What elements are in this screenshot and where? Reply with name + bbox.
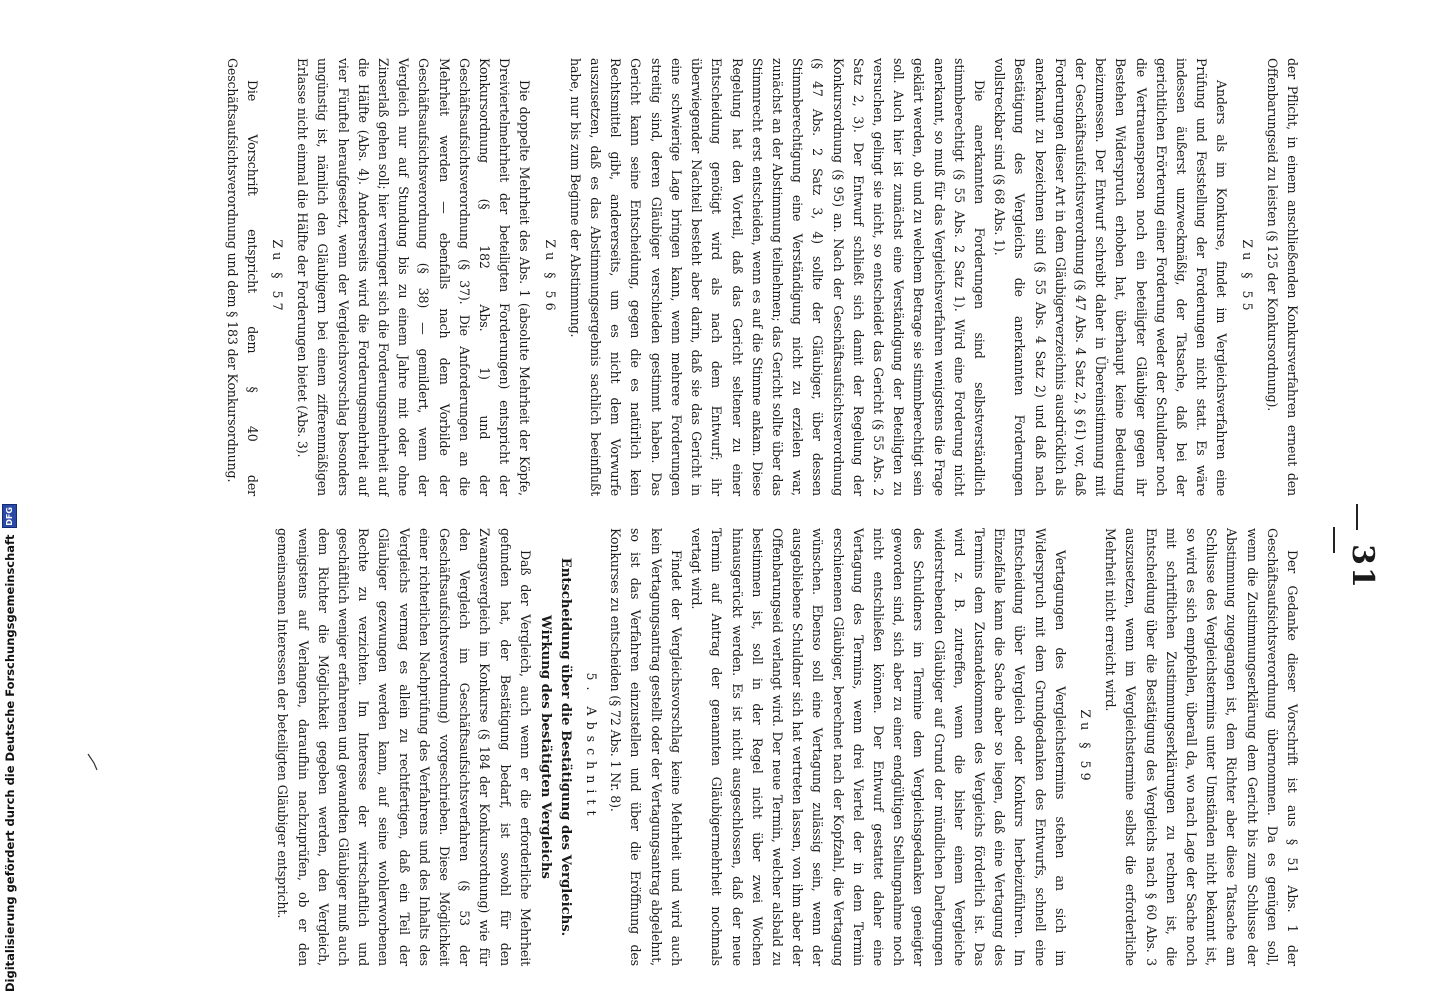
column-right [272, 528, 1302, 966]
paragraph: Die doppelte Mehrheit des Abs. 1 (absolute Mehrheit der Köpfe, Dreiviertelmehrheit der beteiligten Forderungen) entspricht der Konkursordnung (§ 182 Abs. 1) und der Geschäftsaufsichtsverordnung (§ 37). Die Anforderungen an die Mehrheit werden — ebenfalls nach dem Vorbilde der Geschäftsaufsichtsverordnung (§ 38) — gemildert, wenn der Vergleich nur auf Stundung bis zu einem Jahre mit oder ohne Zinserlaß gehen soll; hier verringert sich die Forderungsmehrheit auf die Hälfte (Abs. 4). Andererseits wird die Forderungsmehrheit auf vier Fünftel heraufgesetzt, wenn der Vergleichsvorschlag besonders ungünstig ist, nämlich den Gläubigern bei einem zifferenmäßigen Erlasse nicht einmal die Hälfte der Forderungen bietet (Abs. 3). [295, 58, 533, 496]
paragraph: Anders als im Konkurse, findet im Vergleichsverfahren eine Prüfung und Feststellung der Forderungen nicht statt. Es wäre indessen äußerst unzweckmäßig, der Tatsache, daß bei der gerichtlichen Erörterung einer Forderung weder der Schuldner noch die Vertrauensperson noch ein beteiligter Gläubiger gegen ihr Bestehen Widerspruch erhoben hat, überhaupt keine Bedeutung beizumessen. Der Entwurf schreibt daher in Übereinstimmung mit der Geschäftsaufsichtsverordnung (§ 47 Abs. 4 Satz 2, § 61) vor, daß Forderungen dieser Art in dem Gläubigerverzeichnis ausdrücklich als anerkannt zu bezeichnen sind (§ 55 Abs. 4 Satz 2) und daß nach Bestätigung des Vergleichs die anerkannten Forderungen vollstreckbar sind (§ 68 Abs. 1). [992, 58, 1230, 496]
paragraph: Die Vorschrift entspricht dem § 40 der Geschäftsaufsichtsverordnung und dem § 183 der Konkursordnung. [224, 58, 260, 496]
footer-credit: Digitalisierung gefördert durch die Deutsche Forschungsgemeinschaft [2, 534, 17, 992]
paragraph: der Pflicht, in einem anschließenden Konkursverfahren erneut den Offenbarungseid zu leisten (§ 125 der Konkursordnung). [1264, 58, 1300, 496]
chapter-subtitle: Wirkung des bestätigten Vergleichs [537, 615, 553, 879]
chapter-label: 5. Abschnitt [584, 672, 600, 822]
section-heading: Zu § 55 [1239, 239, 1255, 315]
page-number: 31 [1345, 544, 1380, 590]
dfg-logo-icon: DFG [2, 504, 17, 528]
dash-left [1357, 504, 1359, 530]
paragraph: Findet der Vergleichsvorschlag keine Mehrheit und wird auch kein Vertagungsantrag gestellt oder der Vertagungsantrag abgelehnt, so ist das Verfahren einzustellen und über die Eröffnung des Konkurses zu entscheiden (§ 72 Abs. 1 Nr. 8). [608, 528, 684, 966]
chapter-title: Entscheidung über die Bestätigung des Vergleichs. [557, 557, 573, 937]
digitization-footer [2, 504, 17, 992]
page-number-block [1340, 470, 1380, 610]
section-heading: Zu § 59 [1077, 709, 1093, 785]
paragraph: Die anerkannten Forderungen sind selbstverständlich stimmberechtigt (§ 55 Abs. 2 Satz 1). Wird eine Forderung nicht anerkannt, so muß für das Vergleichsverfahren wenigstens die Frage geklärt werden, ob und zu welchem Betrage sie stimmberechtigt sein soll. Auch hier ist zunächst eine Verständigung der Beteiligten zu versuchen, gelingt sie nicht, so entscheidet das Gericht (§ 55 Abs. 2 Satz 2, 3). Der Entwurf schließt sich damit der Regelung der Konkursordnung (§ 95) an. Nach der Geschäftsaufsichtsverordnung (§ 47 Abs. 2 Satz 3, 4) sollte der Gläubiger, über dessen Stimmberechtigung eine Verständigung nicht zu erzielen war, zunächst an der Abstimmung teilnehmen; das Gericht sollte über das Stimmrecht erst entscheiden, wenn es auf die Stimme ankam. Diese Regelung hat den Vorteil, daß das Gericht seltener zu einer Entscheidung genötigt wird als nach dem Entwurf; ihr überwiegender Nachteil besteht aber darin, daß sie das Gericht in eine schwierige Lage bringen kann, wenn mehrere Forderungen streitig sind, deren Gläubiger verschieden gestimmt haben. Das Gericht kann seine Entscheidung, gegen die es natürlich kein Rechtsmittel gibt, andererseits, um es nicht dem Vorwurfe auszusetzen, daß es das Abstimmungsergebnis sachlich beeinflußt habe, nur bis zum Beginne der Abstimmung. [567, 58, 987, 496]
section-heading: Zu § 57 [270, 239, 286, 315]
paragraph: Daß der Vergleich, auch wenn er die erforderliche Mehrheit gefunden hat, der Bestätigung bedarf, ist sowohl für den Zwangsvergleich im Konkurse (§ 184 der Konkursordnung) wie für den Vergleich im Geschäftsaufsichtsverfahren (§ 53 der Geschäftsaufsichtsverordnung) vorgeschrieben. Diese Möglichkeit einer richterlichen Nachprüfung des Verfahrens und des Inhalts des Vergleichs vermag es allein zu rechtfertigen, daß ein Teil der Gläubiger gezwungen werden kann, auf seine wohlerworbenen Rechte zu verzichten. Im Interesse der wirtschaftlich und geschäftlich weniger erfahrenen und gewandten Gläubiger muß auch dem Richter die Möglichkeit gegeben werden, den Vergleich, wenigstens auf Verlangen, daraufhin nachzuprüfen, ob er den gemeinsamen Interessen der beteiligten Gläubiger entspricht. [275, 528, 533, 966]
section-heading: Zu § 56 [542, 239, 558, 315]
paragraph: Vertagungen des Vergleichstermins stehen an sich im Widerspruch mit dem Grundgedanken des Entwurfs, schnell eine Entscheidung über Vergleich oder Konkurs herbeizuführen. Im Einzelfalle kann die Sache aber so liegen, daß eine Vertagung des Termins dem Zustandekommen des Vergleichs förderlich ist. Das wird z. B. zutreffen, wenn die bisher einem Vergleiche widerstrebenden Gläubiger auf Grund der mündlichen Darlegungen des Schuldners im Termine dem Vergleichsgedanken geneigter geworden sind, sich aber zu einer endgültigen Stellungnahme noch nicht entschließen können. Der Entwurf gestattet daher eine Vertagung des Termins, wenn drei Viertel der in dem Termin erschienenen Gläubiger, berechnet nach der Kopfzahl, die Vertagung wünschen. Ebenso soll eine Vertagung zulässig sein, wenn der ausgebliebene Schuldner sich hat vertreten lassen, von ihm aber der Offenbarungseid verlangt wird. Der neue Termin, welcher alsbald zu bestimmen ist, soll in der Regel nicht über zwei Wochen hinausgerückt werden. Es ist nicht ausgeschlossen, daß der neue Termin auf Antrag der genannten Gläubigermehrheit nochmals vertagt wird. [689, 528, 1068, 966]
pen-mark-icon [86, 752, 100, 772]
paragraph: Der Gedanke dieser Vorschrift ist aus § 51 Abs. 1 der Geschäftsaufsichtsverordnung übernommen. Da es genügen soll, wenn die Zustimmungserklärung dem Gericht bis zum Schlusse der Abstimmung zugegangen ist, dem Richter aber diese Tatsache am Schlusse des Vergleichstermins unter Umständen nicht bekannt ist, so wird es sich empfehlen, überall da, wo nach Lage der Sache noch mit schriftlichen Zustimmungserklärungen zu rechnen ist, die Entscheidung über die Bestätigung des Vergleichs nach § 60 Abs. 3 auszusetzen, wenn im Vergleichstermine selbst die erforderliche Mehrheit nicht erreicht wird. [1103, 528, 1300, 966]
column-left [221, 58, 1302, 496]
dash-right [1334, 527, 1336, 553]
